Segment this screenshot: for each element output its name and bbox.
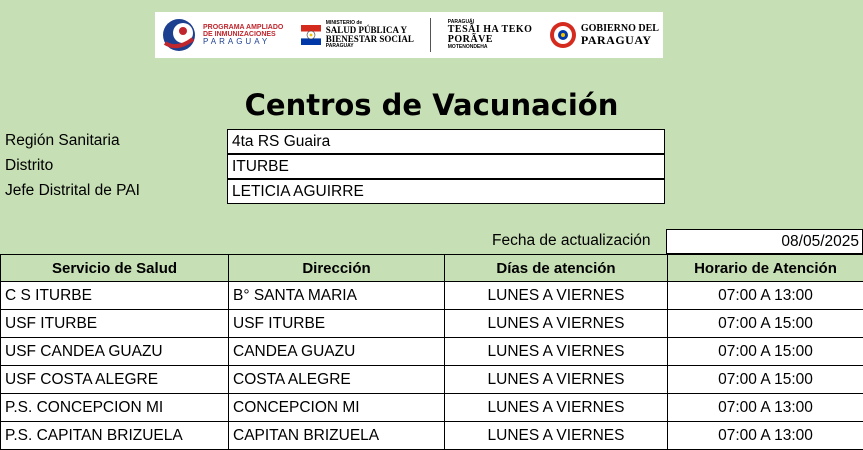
- msp-logo: [300, 21, 414, 49]
- cell-horario[interactable]: 07:00 A 13:00: [668, 422, 863, 450]
- tesai-top: PARAGUÁI: [448, 20, 533, 25]
- cell-horario[interactable]: 07:00 A 15:00: [668, 310, 863, 338]
- msp-top: MINISTERIO de: [326, 21, 414, 26]
- cell-direccion[interactable]: B° SANTA MARIA: [229, 282, 445, 310]
- cell-direccion[interactable]: COSTA ALEGRE: [229, 366, 445, 394]
- cell-direccion[interactable]: CANDEA GUAZU: [229, 338, 445, 366]
- tesai-line2: PORÃVE: [448, 35, 533, 45]
- table-row: [1, 422, 863, 450]
- gobierno-emblem-icon: [549, 21, 577, 49]
- distrito-field[interactable]: ITURBE: [227, 154, 665, 179]
- table-row: [1, 338, 863, 366]
- cell-direccion[interactable]: CAPITAN BRIZUELA: [229, 422, 445, 450]
- cell-dias[interactable]: LUNES A VIERNES: [445, 338, 668, 366]
- pai-line2: DE INMUNIZACIONES: [203, 31, 283, 38]
- cell-direccion[interactable]: CONCEPCION MI: [229, 394, 445, 422]
- cell-dias[interactable]: LUNES A VIERNES: [445, 282, 668, 310]
- pai-emblem-icon: [159, 17, 199, 53]
- header-horario: Horario de Atención: [668, 255, 863, 282]
- distrito-label: Distrito: [5, 157, 53, 175]
- table-header-row: [1, 255, 863, 282]
- fecha-field[interactable]: 08/05/2025: [666, 229, 863, 254]
- cell-direccion[interactable]: USF ITURBE: [229, 310, 445, 338]
- cell-dias[interactable]: LUNES A VIERNES: [445, 310, 668, 338]
- cell-servicio[interactable]: USF ITURBE: [1, 310, 229, 338]
- region-label: Región Sanitaria: [5, 132, 120, 150]
- cell-dias[interactable]: LUNES A VIERNES: [445, 394, 668, 422]
- tesai-bottom: MOTENONDEHA: [448, 45, 533, 50]
- gobierno-line2: PARAGUAY: [581, 34, 659, 46]
- table-row: [1, 366, 863, 394]
- header-servicio: Servicio de Salud: [1, 255, 229, 282]
- table-row: [1, 282, 863, 310]
- header-direccion: Dirección: [229, 255, 445, 282]
- cell-horario[interactable]: 07:00 A 15:00: [668, 338, 863, 366]
- page-title: Centros de Vacunación: [0, 88, 863, 122]
- jefe-label: Jefe Distrital de PAI: [5, 182, 140, 200]
- table-row: [1, 310, 863, 338]
- cell-servicio[interactable]: USF COSTA ALEGRE: [1, 366, 229, 394]
- jefe-field[interactable]: LETICIA AGUIRRE: [227, 179, 665, 204]
- cell-horario[interactable]: 07:00 A 13:00: [668, 282, 863, 310]
- header-dias: Días de atención: [445, 255, 668, 282]
- cell-horario[interactable]: 07:00 A 13:00: [668, 394, 863, 422]
- paraguay-seal-icon: [300, 24, 322, 46]
- msp-bottom: PARAGUAY: [326, 44, 414, 49]
- cell-dias[interactable]: LUNES A VIERNES: [445, 422, 668, 450]
- pai-logo: [159, 17, 283, 53]
- cell-servicio[interactable]: P.S. CONCEPCION MI: [1, 394, 229, 422]
- logo-divider: [430, 18, 431, 52]
- vaccination-centers-table: [0, 254, 863, 450]
- cell-horario[interactable]: 07:00 A 15:00: [668, 366, 863, 394]
- cell-servicio[interactable]: USF CANDEA GUAZU: [1, 338, 229, 366]
- pai-line3: PARAGUAY: [203, 38, 283, 46]
- msp-line2: BIENESTAR SOCIAL: [326, 35, 414, 44]
- cell-dias[interactable]: LUNES A VIERNES: [445, 366, 668, 394]
- region-field[interactable]: 4ta RS Guaira: [227, 129, 665, 154]
- gobierno-line1: GOBIERNO DEL: [581, 24, 659, 34]
- logo-banner: [155, 12, 663, 58]
- tesai-line1: TESÃI HA TEKO: [448, 25, 533, 35]
- fecha-label: Fecha de actualización: [492, 232, 651, 250]
- tesai-logo: [448, 20, 533, 50]
- gobierno-logo: [549, 21, 659, 49]
- table-row: [1, 394, 863, 422]
- pai-line1: PROGRAMA AMPLIADO: [203, 24, 283, 31]
- cell-servicio[interactable]: C S ITURBE: [1, 282, 229, 310]
- cell-servicio[interactable]: P.S. CAPITAN BRIZUELA: [1, 422, 229, 450]
- msp-line1: SALUD PÚBLICA Y: [326, 26, 414, 35]
